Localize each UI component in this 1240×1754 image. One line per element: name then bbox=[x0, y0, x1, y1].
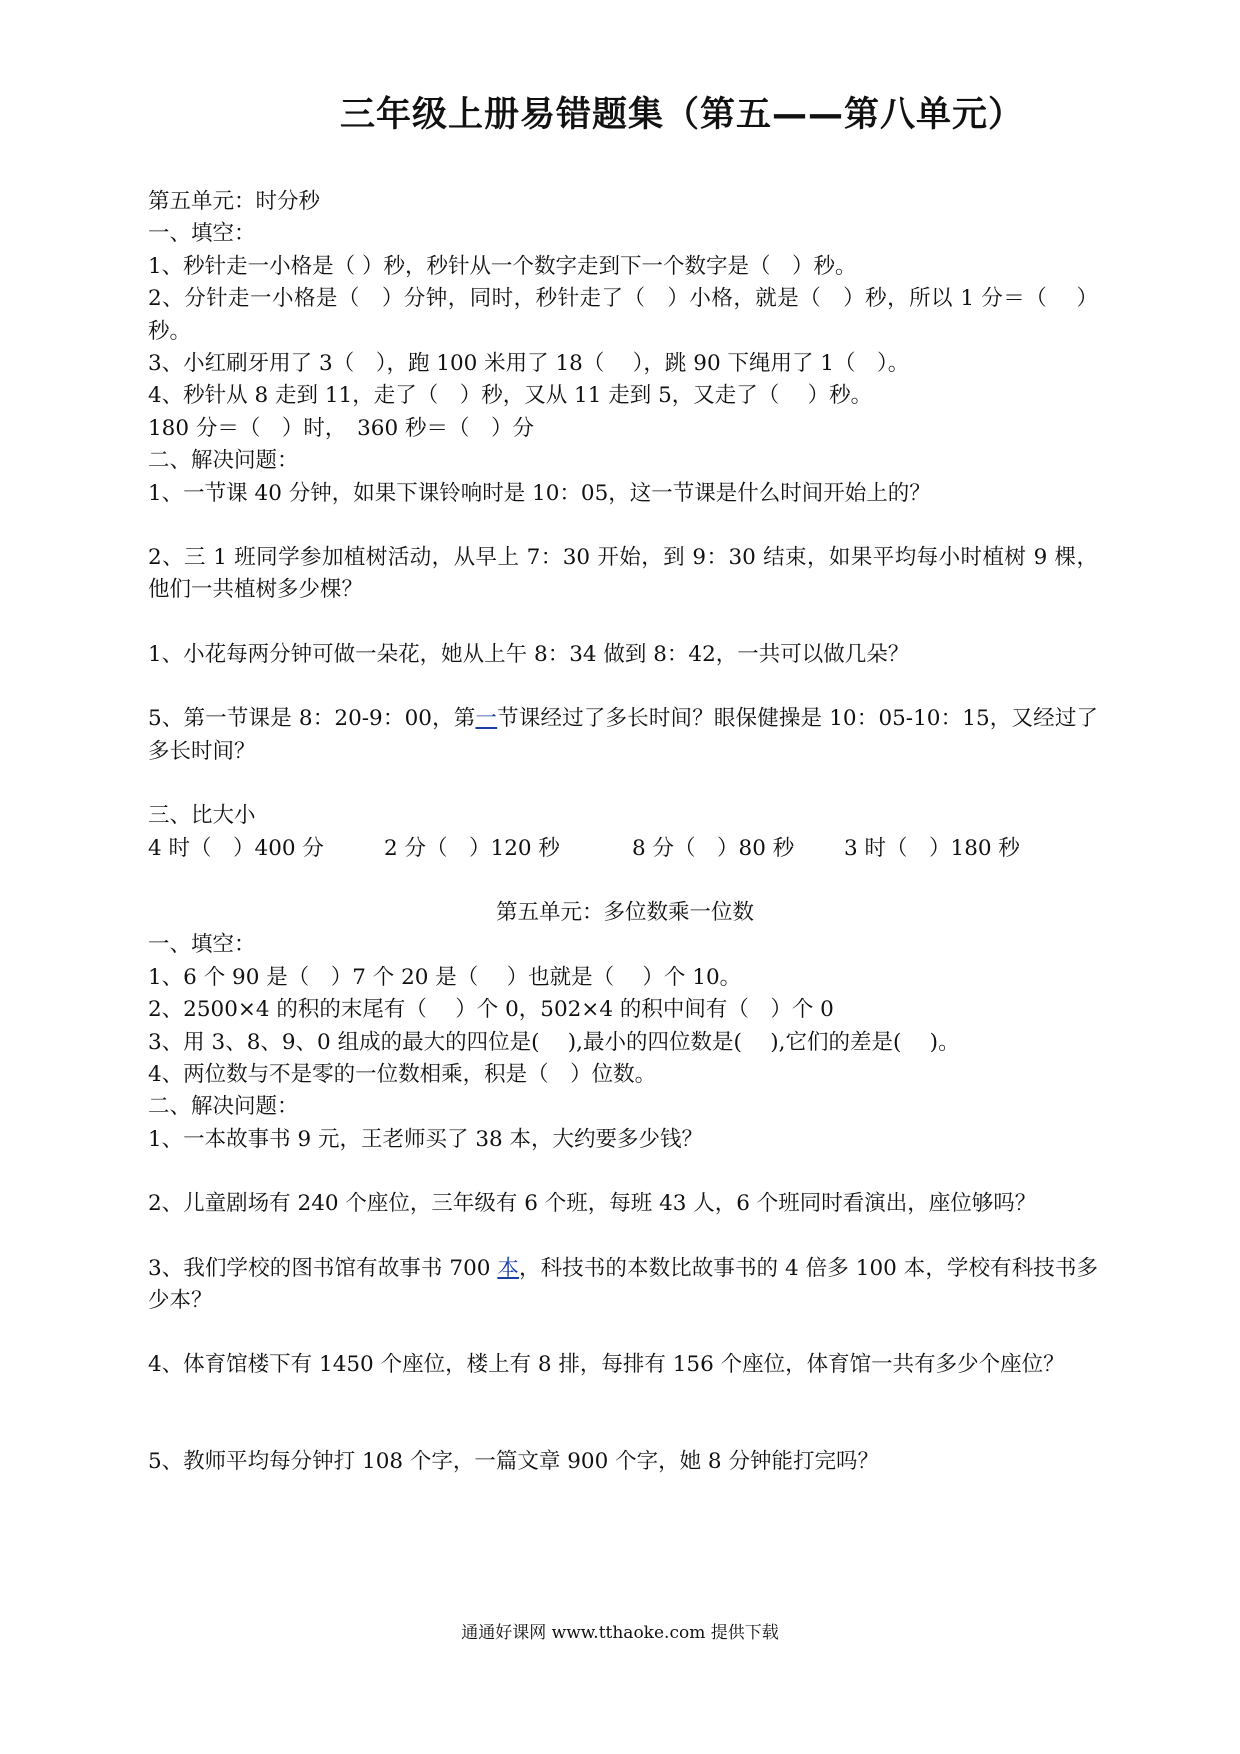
unit-heading-multiplication: 第五单元：多位数乘一位数 bbox=[495, 899, 754, 925]
section-solve-heading: 二、解决问题： bbox=[148, 1094, 299, 1120]
compare-item: 3 时（ ）180 秒 bbox=[844, 835, 1020, 861]
problem-5-text-a: 5、第一节课是 8：20-9：00，第 bbox=[148, 706, 476, 732]
problem-3 bbox=[148, 1253, 1098, 1318]
problem-5 bbox=[148, 703, 1098, 768]
problem-2: 2、三 1 班同学参加植树活动，从早上 7：30 开始，到 9：30 结束，如果平均每小时植树 9 棵，他们一共植树多少棵？ bbox=[148, 545, 1098, 603]
section-fill-heading: 一、填空： bbox=[148, 932, 256, 958]
question-4-conversions: 180 分＝（ ）时， 360 秒＝（ ）分 bbox=[148, 415, 534, 441]
compare-item: 4 时（ ）400 分 bbox=[148, 835, 324, 861]
problem-3: 1、小花每两分钟可做一朵花，她从上午 8：34 做到 8：42，一共可以做几朵？ bbox=[148, 641, 910, 667]
problem-3-text-b: ，科技书的本数比故事书的 4 倍多 100 本，学校有科技书多少本？ bbox=[148, 1255, 1098, 1313]
document-body bbox=[148, 186, 1098, 1478]
question-1: 1、6 个 90 是（ ）7 个 20 是（ ）也就是（ ）个 10。 bbox=[148, 964, 742, 990]
problem-2: 2、儿童剧场有 240 个座位，三年级有 6 个班，每班 43 人，6 个班同时看演出，座位够吗？ bbox=[148, 1191, 1037, 1217]
question-3: 3、用 3、8、9、0 组成的最大的四位是( ),最小的四位数是( ),它们的差是( )。 bbox=[148, 1029, 960, 1055]
problem-5-text-b: 节课经过了多长时间？眼保健操是 10：05-10：15，又经过了多长时间？ bbox=[148, 706, 1098, 764]
question-4: 4、两位数与不是零的一位数相乘，积是（ ）位数。 bbox=[148, 1061, 657, 1087]
problem-5-link[interactable]: 一 bbox=[475, 706, 498, 732]
page-title: 三年级上册易错题集（第五——第八单元） bbox=[339, 95, 1024, 135]
compare-item: 8 分（ ）80 秒 bbox=[632, 835, 795, 861]
question-1: 1、秒针走一小格是（ ）秒，秒针从一个数字走到下一个数字是（ ）秒。 bbox=[148, 253, 857, 279]
problem-1: 1、一本故事书 9 元，王老师买了 38 本，大约要多少钱？ bbox=[148, 1126, 704, 1152]
question-2: 2、2500×4 的积的末尾有（ ）个 0，502×4 的积中间有（ ）个 0 bbox=[148, 997, 834, 1023]
problem-1: 1、一节课 40 分钟，如果下课铃响时是 10：05，这一节课是什么时间开始上的？ bbox=[148, 480, 931, 506]
section-compare-heading: 三、比大小 bbox=[148, 803, 256, 829]
section-solve-heading: 二、解决问题： bbox=[148, 448, 299, 474]
question-2: 2、分针走一小格是（ ）分钟，同时，秒针走了（ ）小格，就是（ ）秒，所以 1 分＝（ ）秒。 bbox=[148, 286, 1098, 344]
question-4: 4、秒针从 8 走到 11，走了（ ）秒，又从 11 走到 5，又走了（ ）秒。 bbox=[148, 383, 873, 409]
problem-5: 5、教师平均每分钟打 108 个字，一篇文章 900 个字，她 8 分钟能打完吗？ bbox=[148, 1448, 879, 1474]
section-fill-heading: 一、填空： bbox=[148, 221, 256, 247]
problem-4: 4、体育馆楼下有 1450 个座位，楼上有 8 排，每排有 156 个座位，体育馆一共有多少个座位？ bbox=[148, 1352, 1065, 1378]
compare-item: 2 分（ ）120 秒 bbox=[384, 835, 560, 861]
unit-heading-time: 第五单元：时分秒 bbox=[148, 189, 321, 214]
problem-3-link[interactable]: 本 bbox=[497, 1255, 519, 1281]
page-footer: 通通好课网 www.tthaoke.com 提供下载 bbox=[461, 1623, 779, 1643]
problem-3-text-a: 3、我们学校的图书馆有故事书 700 bbox=[148, 1255, 498, 1281]
compare-row bbox=[148, 833, 1098, 865]
question-3: 3、小红刷牙用了 3（ ），跑 100 米用了 18（ ），跳 90 下绳用了 1（ ）。 bbox=[148, 351, 910, 377]
